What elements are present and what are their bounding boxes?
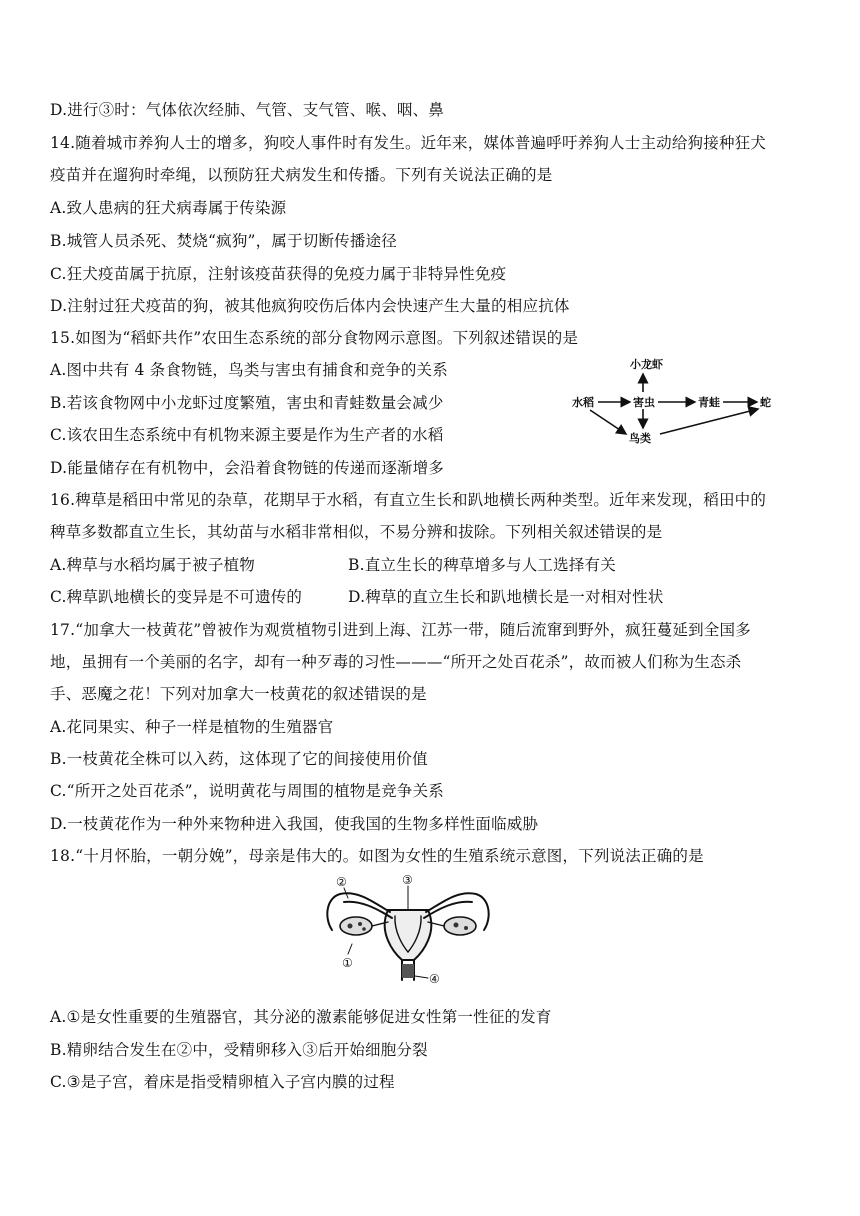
q15-option-a: A.图中共有 4 条食物链，鸟类与害虫有捕食和竞争的关系 <box>50 361 448 379</box>
food-web-diagram <box>560 352 790 448</box>
q16-stem-line-1: 16.稗草是稻田中常见的杂草，花期早于水稻，有直立生长和趴地横长两种类型。近年来发现，稻田中的 <box>50 491 767 509</box>
q15-stem: 15.如图为“稻虾共作”农田生态系统的部分食物网示意图。下列叙述错误的是 <box>50 329 579 347</box>
q14-option-c: C.狂犬疫苗属于抗原，注射该疫苗获得的免疫力属于非特异性免疫 <box>50 265 507 283</box>
q18-stem: 18.“十月怀胎，一朝分娩”，母亲是伟大的。如图为女性的生殖系统示意图，下列说法正确的是 <box>50 847 704 865</box>
q16-option-b: B.直立生长的稗草增多与人工选择有关 <box>348 556 616 574</box>
q18-option-c: C.③是子宫，着床是指受精卵植入子宫内膜的过程 <box>50 1073 395 1091</box>
q17-stem-line-2: 地，虽拥有一个美丽的名字，却有一种歹毒的习性———“所开之处百花杀”，故而被人们称为生态杀 <box>50 653 742 671</box>
node-rice: 水稻 <box>572 396 594 409</box>
q14-option-d: D.注射过狂犬疫苗的狗，被其他疯狗咬伤后体内会快速产生大量的相应抗体 <box>50 297 570 315</box>
q17-stem-line-1: 17.“加拿大一枝黄花”曾被作为观赏植物引进到上海、江苏一带，随后流窜到野外，疯狂蔓延到全国多 <box>50 621 751 639</box>
q14-option-a: A.致人患病的狂犬病毒属于传染源 <box>50 199 287 217</box>
arrow-bird-snake <box>660 409 758 434</box>
reproductive-system-diagram <box>318 872 498 984</box>
q16-stem-line-2: 稗草多数都直立生长，其幼苗与水稻非常相似，不易分辨和拔除。下列相关叙述错误的是 <box>50 523 663 541</box>
q16-option-c: C.稗草趴地横长的变异是不可遗传的 <box>50 588 303 606</box>
q13-option-d: D.进行③时：气体依次经肺、气管、支气管、喉、咽、鼻 <box>50 101 445 119</box>
node-frog: 青蛙 <box>698 396 720 409</box>
label-2: ② <box>336 875 347 889</box>
q17-option-a: A.花同果实、种子一样是植物的生殖器官 <box>50 718 334 736</box>
q14-option-b: B.城管人员杀死、焚烧“疯狗”，属于切断传播途径 <box>50 232 397 250</box>
node-bird: 鸟类 <box>629 432 651 445</box>
label-1: ① <box>342 956 353 970</box>
q16-option-a: A.稗草与水稻均属于被子植物 <box>50 556 255 574</box>
q15-option-d: D.能量储存在有机物中，会沿着食物链的传递而逐渐增多 <box>50 459 445 477</box>
q15-option-b: B.若该食物网中小龙虾过度繁殖，害虫和青蛙数量会减少 <box>50 394 444 412</box>
q17-stem-line-3: 手、恶魔之花！下列对加拿大一枝黄花的叙述错误的是 <box>50 685 427 703</box>
q18-option-a: A.①是女性重要的生殖器官，其分泌的激素能够促进女性第一性征的发育 <box>50 1008 552 1026</box>
label-3: ③ <box>402 873 413 887</box>
q14-stem-line-1: 14.随着城市养狗人士的增多，狗咬人事件时有发生。近年来，媒体普遍呼吁养狗人士主动给狗接种狂犬 <box>50 134 767 152</box>
node-pest: 害虫 <box>633 396 655 409</box>
q17-option-d: D.一枝黄花作为一种外来物种进入我国，使我国的生物多样性面临威胁 <box>50 815 539 833</box>
arrow-rice-bird <box>590 410 626 434</box>
q18-option-b: B.精卵结合发生在②中，受精卵移入③后开始细胞分裂 <box>50 1041 428 1059</box>
q17-option-b: B.一枝黄花全株可以入药，这体现了它的间接使用价值 <box>50 750 428 768</box>
label-4: ④ <box>429 972 440 984</box>
node-snake: 蛇 <box>760 396 771 409</box>
node-crayfish: 小龙虾 <box>630 358 663 371</box>
q17-option-c: C.“所开之处百花杀”，说明黄花与周围的植物是竞争关系 <box>50 782 444 800</box>
q14-stem-line-2: 疫苗并在遛狗时牵绳，以预防狂犬病发生和传播。下列有关说法正确的是 <box>50 166 553 184</box>
q16-option-d: D.稗草的直立生长和趴地横长是一对相对性状 <box>348 588 664 606</box>
q15-option-c: C.该农田生态系统中有机物来源主要是作为生产者的水稻 <box>50 426 444 444</box>
